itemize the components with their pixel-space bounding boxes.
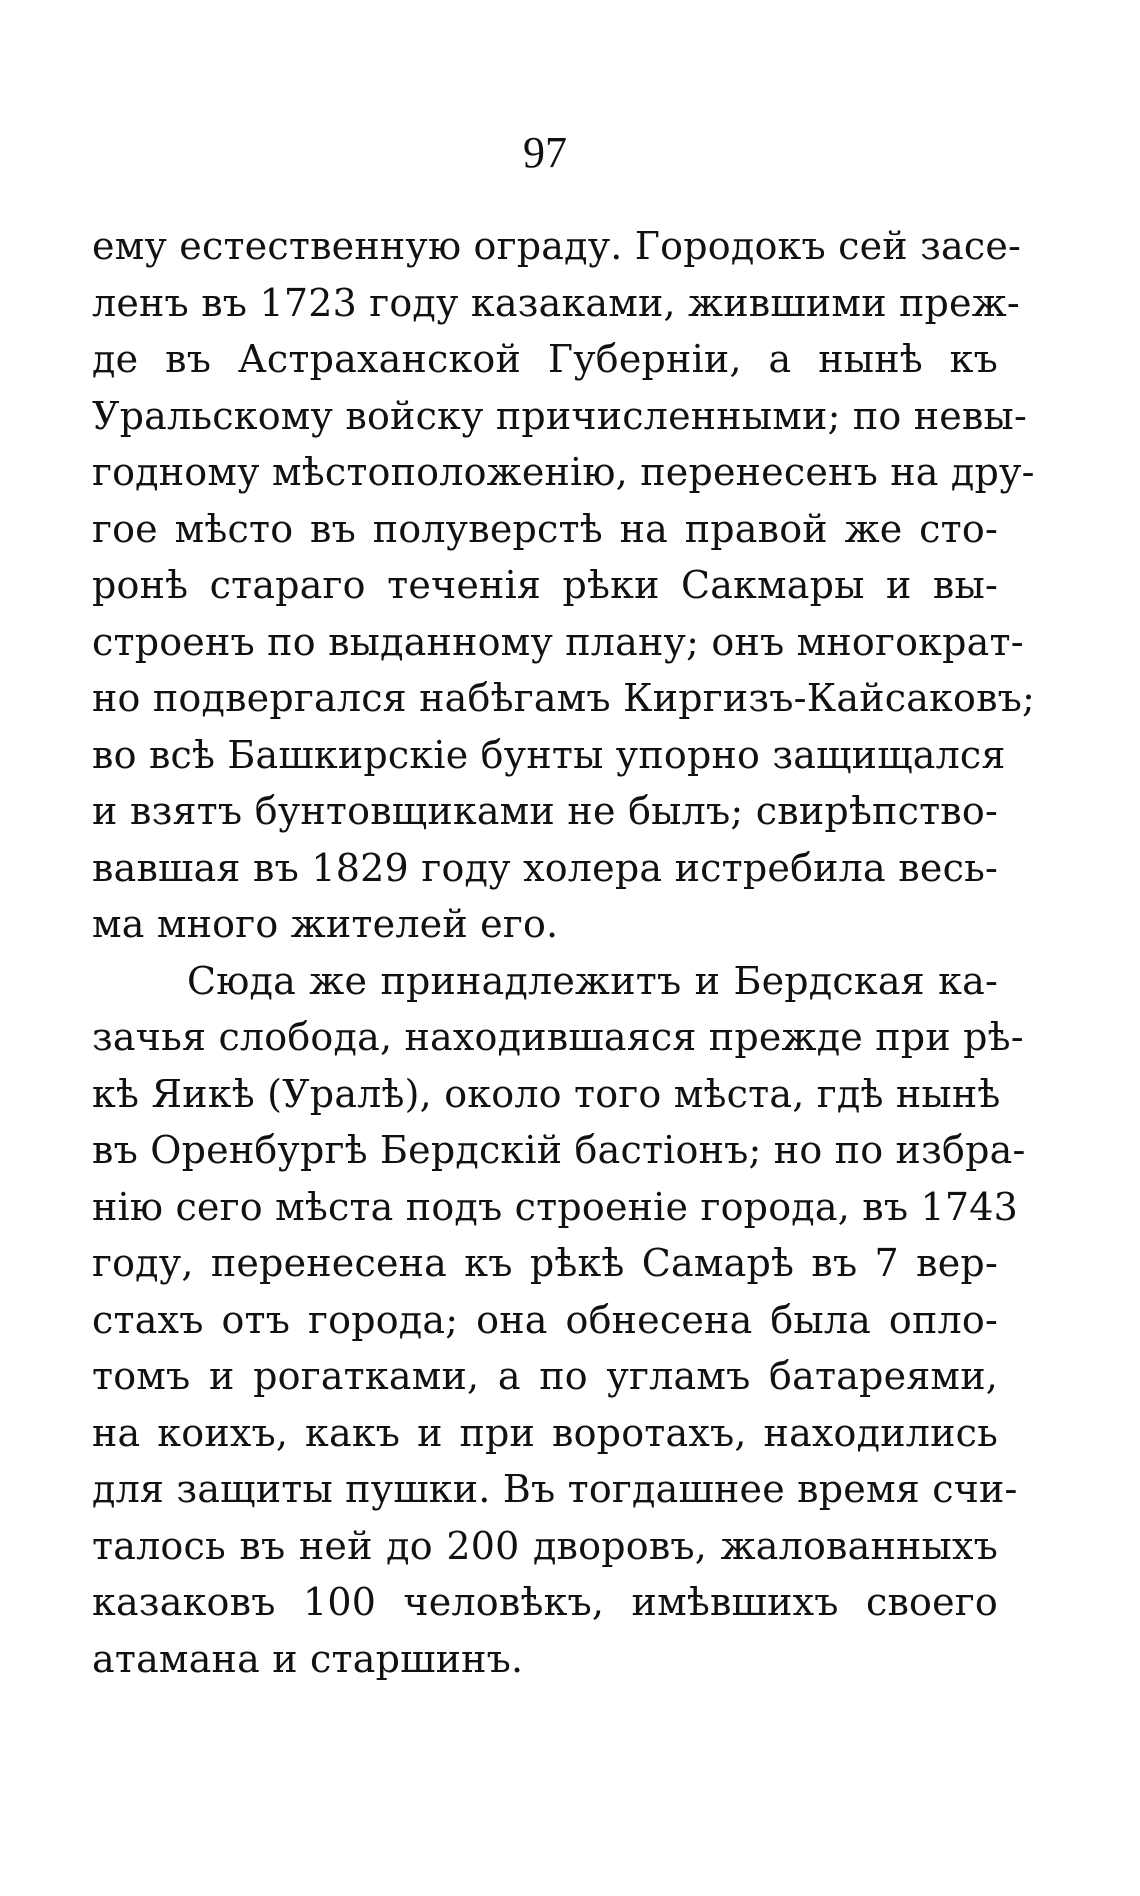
text-line: де въ Астраханской Губерніи, а нынѣ къ bbox=[92, 337, 998, 381]
text-line: и взятъ бунтовщиками не былъ; свирѣпство- bbox=[92, 789, 998, 833]
text-line: стахъ отъ города; она обнесена была опло- bbox=[92, 1297, 998, 1342]
text-line: зачья слобода, находившаяся прежде при рѣ- bbox=[92, 1015, 1024, 1059]
paragraph-2 bbox=[92, 953, 1026, 1688]
page-number: 97 bbox=[523, 128, 567, 177]
text-line: но подвергался набѣгамъ Киргизъ-Кайсаковъ; bbox=[92, 676, 1036, 720]
text-line: году, перенесена къ рѣкѣ Самарѣ въ 7 вер- bbox=[92, 1241, 998, 1285]
text-line: Сюда же принадлежитъ и Бердская ка- bbox=[187, 958, 998, 1003]
text-line: ему естественную ограду. Городокъ сей засе- bbox=[92, 224, 1022, 268]
text-line: годному мѣстоположенію, перенесенъ на дру- bbox=[92, 450, 1035, 494]
text-line: казаковъ 100 человѣкъ, имѣвшихъ своего bbox=[92, 1580, 998, 1624]
text-line: нію сего мѣста подъ строеніе города, въ 1743 bbox=[92, 1184, 1019, 1229]
text-line: кѣ Яикѣ (Уралѣ), около того мѣста, гдѣ нынѣ bbox=[92, 1071, 1001, 1116]
text-line: на коихъ, какъ и при воротахъ, находились bbox=[92, 1410, 998, 1455]
text-line: талось въ ней до 200 дворовъ, жалованныхъ bbox=[92, 1523, 998, 1568]
text-line: для защиты пушки. Въ тогдашнее время счи- bbox=[92, 1467, 1018, 1511]
text-line: вавшая въ 1829 году холера истребила весь- bbox=[92, 845, 998, 890]
text-line: ленъ въ 1723 году казаками, жившими преж- bbox=[92, 280, 1020, 325]
body-text bbox=[92, 218, 1036, 1687]
paragraph-1 bbox=[92, 218, 1036, 953]
text-line: въ Оренбургѣ Бердскій бастіонъ; но по избра- bbox=[92, 1128, 1026, 1172]
text-line: строенъ по выданному плану; онъ многократ- bbox=[92, 619, 1024, 664]
text-line: Уральскому войску причисленными; по невы- bbox=[92, 393, 1028, 438]
text-line: гое мѣсто въ полуверстѣ на правой же сто- bbox=[92, 506, 998, 551]
text-line: атамана и старшинъ. bbox=[92, 1636, 524, 1681]
text-line: во всѣ Башкирскіе бунты упорно защищался bbox=[92, 732, 1006, 777]
text-line: томъ и рогатками, а по угламъ батареями, bbox=[92, 1354, 998, 1398]
text-line: ма много жителей его. bbox=[92, 902, 559, 946]
text-line: ронѣ стараго теченія рѣки Сакмары и вы- bbox=[92, 563, 998, 607]
